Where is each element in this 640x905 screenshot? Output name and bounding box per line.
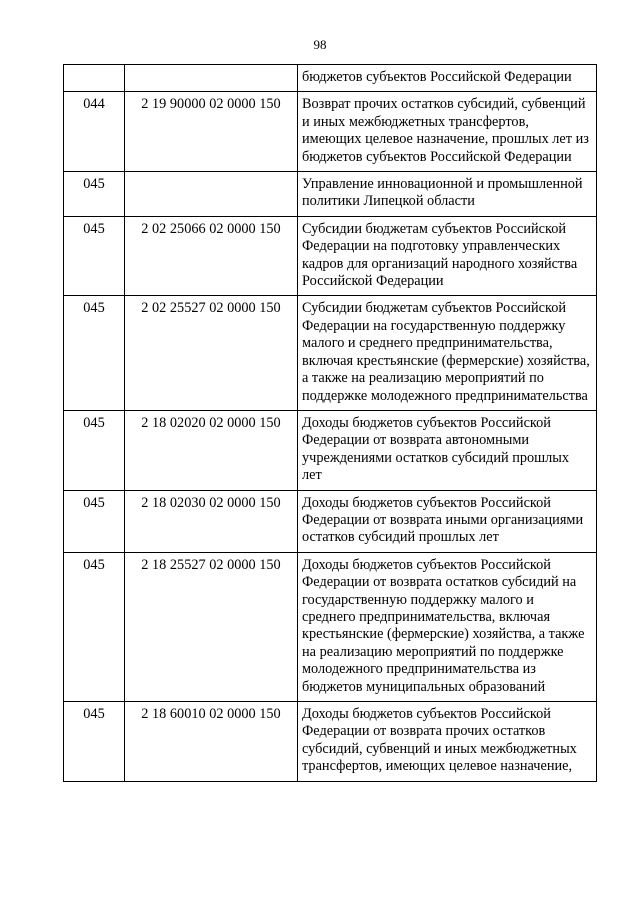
admin-code-cell xyxy=(64,65,125,92)
description-cell xyxy=(298,702,597,782)
description-line: имеющих целевое назначение, прошлых лет из xyxy=(302,131,589,148)
description-line: включая крестьянские (фермерские) хозяйства, xyxy=(302,352,590,369)
description-line: и иных межбюджетных трансфертов, xyxy=(302,113,529,130)
table-row xyxy=(64,296,597,410)
budget-code-cell xyxy=(125,172,298,217)
description-line: лет xyxy=(302,467,322,484)
table-row xyxy=(64,490,597,552)
description-cell xyxy=(298,65,597,92)
description-line: Федерации от возврата иными организациями xyxy=(302,511,584,528)
table-body xyxy=(64,65,597,782)
budget-codes-table xyxy=(63,64,597,782)
admin-code-cell: 045 xyxy=(64,490,125,552)
budget-code-cell: 2 18 60010 02 0000 150 xyxy=(125,702,298,782)
description-line: на реализацию мероприятий по поддержке xyxy=(302,643,564,660)
budget-code-cell: 2 18 25527 02 0000 150 xyxy=(125,552,298,701)
description-line: политики Липецкой области xyxy=(302,193,475,210)
description-line: Федерации на подготовку управленческих xyxy=(302,238,561,255)
admin-code-cell: 045 xyxy=(64,172,125,217)
description-cell xyxy=(298,216,597,296)
description-line: Федерации на государственную поддержку xyxy=(302,317,566,334)
description-line: поддержке молодежного предпринимательства xyxy=(302,387,588,404)
description-line: Доходы бюджетов субъектов Российской xyxy=(302,556,551,573)
description-line: Субсидии бюджетам субъектов Российской xyxy=(302,220,567,237)
description-line: малого и среднего предпринимательства, xyxy=(302,335,553,352)
table-row xyxy=(64,92,597,172)
budget-code-cell: 2 02 25066 02 0000 150 xyxy=(125,216,298,296)
table-row xyxy=(64,65,597,92)
description-line: Субсидии бюджетам субъектов Российской xyxy=(302,300,567,317)
description-line: молодежного предпринимательства из xyxy=(302,661,536,678)
admin-code-cell: 044 xyxy=(64,92,125,172)
description-line: Доходы бюджетов субъектов Российской xyxy=(302,706,551,722)
table-row xyxy=(64,216,597,296)
description-line: крестьянские (фермерские) хозяйства, а также xyxy=(302,626,585,643)
admin-code-cell: 045 xyxy=(64,296,125,410)
description-line: бюджетов субъектов Российской Федерации xyxy=(302,148,572,165)
admin-code-cell: 045 xyxy=(64,552,125,701)
budget-code-cell: 2 02 25527 02 0000 150 xyxy=(125,296,298,410)
description-line: Доходы бюджетов субъектов Российской xyxy=(302,414,551,431)
table-row xyxy=(64,552,597,701)
table-row xyxy=(64,410,597,490)
description-line: остатков субсидий прошлых лет xyxy=(302,529,499,546)
description-line: а также на реализацию мероприятий по xyxy=(302,370,544,387)
description-cell xyxy=(298,490,597,552)
description-line: бюджетов субъектов Российской Федерации xyxy=(302,69,572,85)
description-cell xyxy=(298,296,597,410)
description-line: бюджетов муниципальных образований xyxy=(302,678,546,695)
budget-code-cell xyxy=(125,65,298,92)
admin-code-cell: 045 xyxy=(64,702,125,782)
budget-code-cell: 2 19 90000 02 0000 150 xyxy=(125,92,298,172)
description-line: Федерации от возврата автономными xyxy=(302,432,530,449)
description-line: среднего предпринимательства, включая xyxy=(302,608,551,625)
table-row xyxy=(64,702,597,782)
page-number: 98 xyxy=(313,37,327,52)
description-line: Федерации от возврата прочих остатков xyxy=(302,723,546,740)
description-line: Российской Федерации xyxy=(302,273,444,290)
description-line: субсидий, субвенций и иных межбюджетных xyxy=(302,740,577,757)
description-line: Федерации от возврата остатков субсидий на xyxy=(302,574,577,591)
description-line: учреждениями остатков субсидий прошлых xyxy=(302,449,570,466)
budget-code-cell: 2 18 02030 02 0000 150 xyxy=(125,490,298,552)
budget-code-cell: 2 18 02020 02 0000 150 xyxy=(125,410,298,490)
admin-code-cell: 045 xyxy=(64,410,125,490)
description-line: Управление инновационной и промышленной xyxy=(302,176,583,193)
description-line: государственную поддержку малого и xyxy=(302,591,534,608)
description-cell xyxy=(298,410,597,490)
description-line: трансфертов, имеющих целевое назначение, xyxy=(302,758,573,775)
description-cell xyxy=(298,92,597,172)
description-cell xyxy=(298,172,597,217)
description-cell xyxy=(298,552,597,701)
table-row xyxy=(64,172,597,217)
description-line: Возврат прочих остатков субсидий, субвенций xyxy=(302,96,586,113)
description-line: Доходы бюджетов субъектов Российской xyxy=(302,494,551,511)
description-line: кадров для организаций народного хозяйства xyxy=(302,255,578,272)
admin-code-cell: 045 xyxy=(64,216,125,296)
